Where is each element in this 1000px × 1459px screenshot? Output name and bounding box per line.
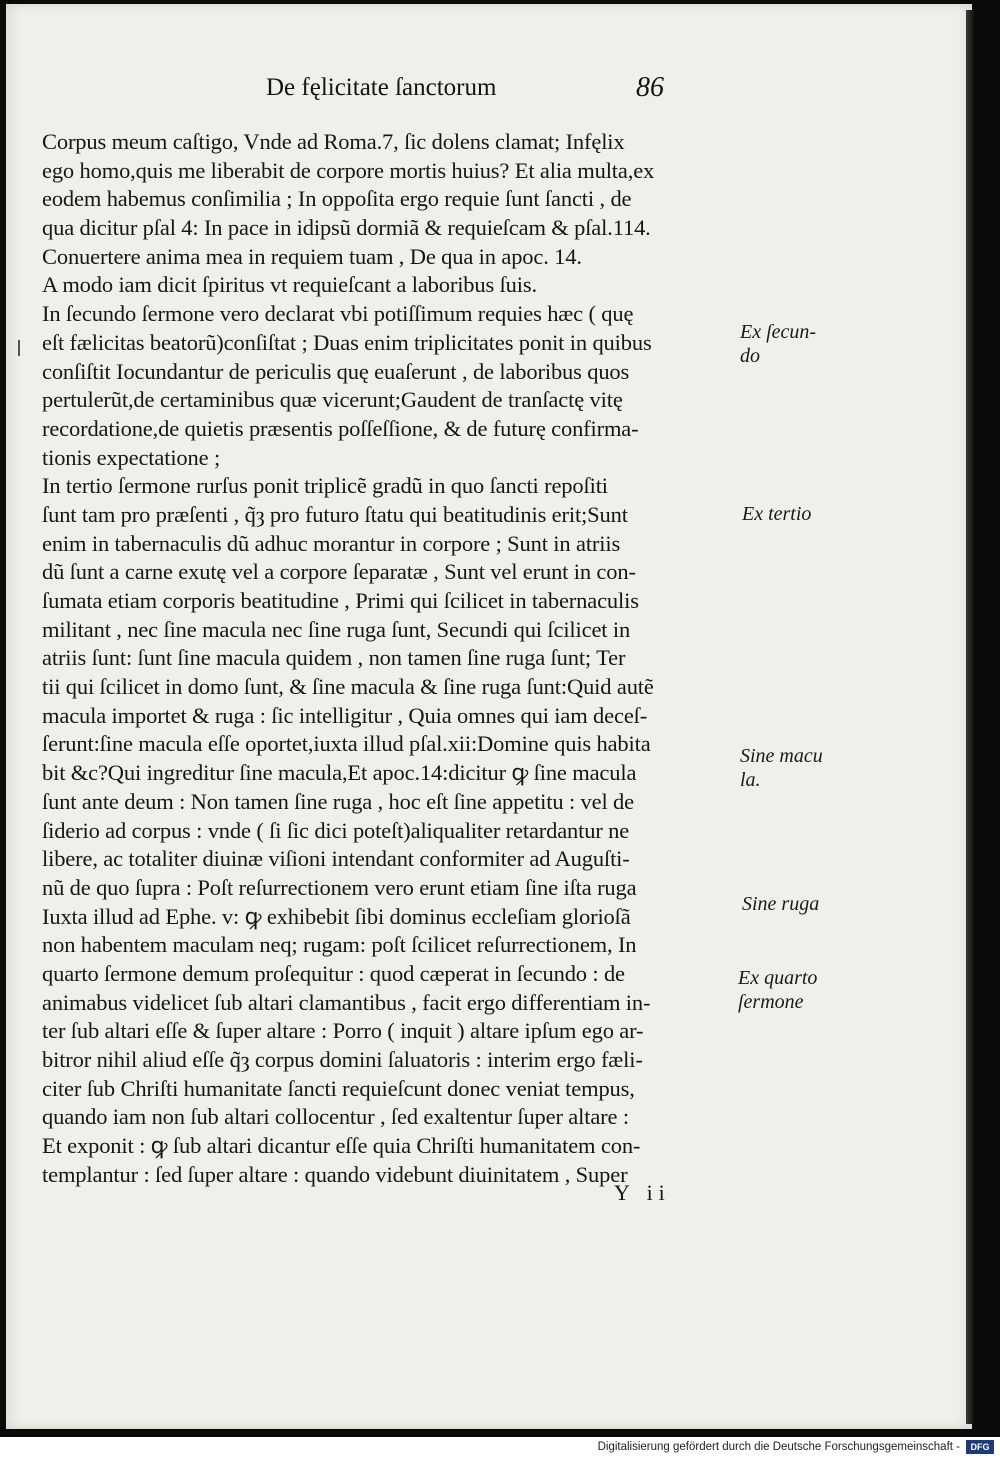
text-line: quarto ſermone demum proſequitur : quod cæperat in ſecundo : de: [42, 960, 625, 986]
text-line: ſiderio ad corpus : vnde ( ſi ſic dici poteſt)aliqualiter retardantur ne: [42, 817, 630, 843]
text-line: libere, ac totaliter diuinæ viſioni intendant conformiter ad Auguſti-: [42, 846, 630, 872]
text-line: conſiſtit Iocundantur de periculis quę euaſerunt , de laboribus quos: [42, 358, 630, 384]
text-line: bitror nihil aliud eſſe q̃ȝ corpus domini ſaluatoris : interim ergo fæli-: [42, 1047, 643, 1072]
text-line: bit &c?Qui ingreditur ſine macula,Et apoc.14:dicitur ꝙ ſine macula: [42, 760, 637, 786]
text-line: templantur : ſed ſuper altare : quando videbunt diuinitatem , Super: [42, 1161, 628, 1187]
marginal-note-ex-quarto: [738, 966, 817, 1014]
text-line: dũ ſunt a carne exutę vel a corpore ſeparatæ , Sunt vel erunt in con-: [42, 559, 636, 585]
text-line: In tertio ſermone rurſus ponit triplicẽ gradũ in quo ſancti repoſiti: [42, 473, 608, 499]
footer-credit-text: Digitalisierung gefördert durch die Deutsche Forschungsgemeinschaft -: [597, 1441, 960, 1453]
text-line: citer ſub Chriſti humanitate ſancti requieſcunt donec veniat tempus,: [42, 1075, 635, 1101]
text-line: Conuertere anima mea in requiem tuam , De qua in apoc. 14.: [42, 243, 582, 269]
text-line: eodem habemus conſimilia ; In oppoſita ergo requie ſunt ſancti , de: [42, 186, 632, 212]
marginal-note-ex-tertio: [742, 502, 811, 526]
marginal-note-line: Ex quarto: [738, 967, 818, 989]
text-line: Corpus meum caſtigo, Vnde ad Roma.7, ſic dolens clamat; Infęlix: [42, 129, 625, 154]
running-head: De fęlicitate ſanctorum: [266, 74, 497, 101]
text-line: Iuxta illud ad Ephe. v: ꝙ exhibebit ſibi dominus eccleſiam glorioſã: [42, 903, 631, 929]
marginal-note-line: ſermone: [738, 991, 804, 1013]
text-line: tionis expectatione ;: [42, 444, 221, 470]
footer-bar: [0, 1437, 1000, 1459]
gutter-mark: [18, 340, 20, 356]
text-line: militant , nec ſine macula nec ſine ruga ſunt, Secundi qui ſcilicet in: [42, 616, 631, 642]
text-line: ſerunt:ſine macula eſſe oportet,iuxta illud pſal.xii:Domine quis habita: [42, 731, 651, 757]
marginal-note-line: Ex ſecun-: [740, 321, 817, 343]
text-line: eſt fælicitas beatorũ)conſiſtat ; Duas enim triplicitates ponit in quibus: [42, 329, 652, 355]
text-line: non habentem maculam neq; rugam: poſt ſcilicet reſurrectionem, In: [42, 932, 637, 958]
signature-mark: Y ii: [614, 1180, 671, 1205]
text-line: animabus videlicet ſub altari clamantibus , facit ergo differentiam in-: [42, 989, 651, 1015]
text-line: qua dicitur pſal 4: In pace in idipsũ dormiã & requieſcam & pſal.114.: [42, 215, 651, 241]
page-edge-shadow: [966, 10, 974, 1424]
text-line: ego homo,quis me liberabit de corpore mortis huius? Et alia multa,ex: [42, 157, 655, 183]
dfg-logo: DFG: [966, 1440, 994, 1454]
text-line: quando iam non ſub altari collocentur , ſed exaltentur ſuper altare :: [42, 1104, 629, 1130]
marginal-note-sine-ruga: [742, 892, 819, 916]
text-line: A modo iam dicit ſpiritus vt requieſcant a laboribus ſuis.: [42, 272, 537, 298]
text-line: Et exponit : ꝙ ſub altari dicantur eſſe quia Chriſti humanitatem con-: [42, 1133, 641, 1159]
text-line: ſumata etiam corporis beatitudine , Primi qui ſcilicet in tabernaculis: [42, 588, 639, 613]
folio-number: 86: [636, 72, 664, 103]
marginal-note-line: Ex tertio: [742, 503, 812, 525]
marginal-note-line: la.: [740, 769, 761, 791]
marginal-note-sine-macula: [740, 744, 823, 792]
text-line: ſunt ante deum : Non tamen ſine ruga , hoc eſt ſine appetitu : vel de: [42, 788, 634, 814]
text-line: recordatione,de quietis præsentis poſſeſſione, & de futurę confirma-: [42, 415, 639, 441]
text-line: enim in tabernaculis dũ adhuc morantur in corpore ; Sunt in atriis: [42, 530, 621, 556]
text-line: pertulerũt,de certaminibus quæ vicerunt;Gaudent de tranſactę vitę: [42, 387, 623, 413]
text-line: In ſecundo ſermone vero declarat vbi potiſſimum requies hæc ( quę: [42, 301, 634, 327]
text-line: tii qui ſcilicet in domo ſunt, & ſine macula & ſine ruga ſunt:Quid autẽ: [42, 674, 654, 700]
body-text: [42, 128, 742, 1189]
text-line: nũ de quo ſupra : Poſt reſurrectionem vero erunt etiam ſine iſta ruga: [42, 874, 637, 900]
text-line: atriis ſunt: ſunt ſine macula quidem , non tamen ſine ruga ſunt; Ter: [42, 645, 626, 671]
text-line: ter ſub altari eſſe & ſuper altare : Porro ( inquit ) altare ipſum ego ar-: [42, 1018, 644, 1044]
marginal-note-line: do: [740, 345, 760, 367]
marginal-note-line: Sine macu: [740, 745, 823, 767]
text-line: macula importet & ruga : ſic intelligitur , Quia omnes qui iam deceſ-: [42, 702, 648, 728]
text-line: ſunt tam pro præſenti , q̃ȝ pro futuro ſtatu qui beatitudinis erit;Sunt: [42, 501, 628, 527]
marginal-note-ex-secundo: [740, 320, 816, 368]
marginal-note-line: Sine ruga: [742, 893, 820, 915]
